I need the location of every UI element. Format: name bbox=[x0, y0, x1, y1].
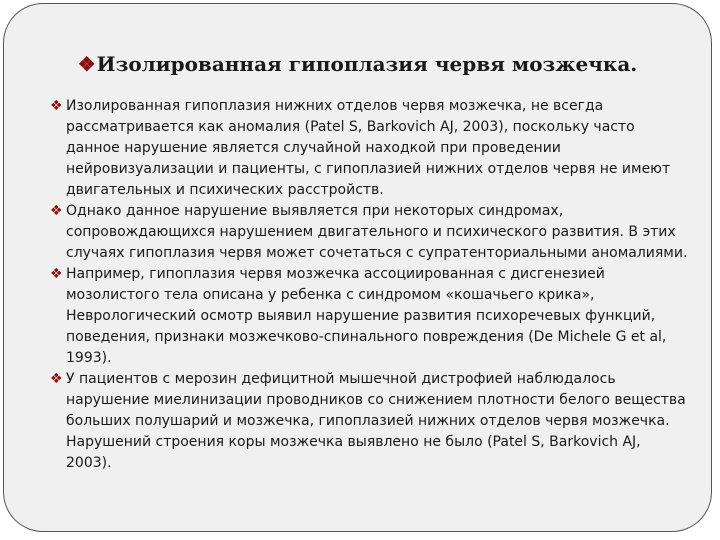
bullet-item bbox=[50, 369, 690, 474]
bullet-text: У пациентов с мерозин дефицитной мышечной дистрофией наблюдалось нарушение миелинизации проводников со снижением плотности белого вещества больших полушарий и мозжечка, гипоплазией нижних отделов червя мозжечка. Нарушений строения коры мозжечка выявлено не было (Patel S, Barkovich AJ, 2003). bbox=[66, 371, 686, 471]
bullet-item bbox=[50, 96, 690, 201]
bullet-icon: ❖ bbox=[50, 371, 63, 387]
bullet-icon: ❖ bbox=[50, 266, 63, 282]
bullet-list bbox=[50, 96, 690, 474]
bullet-icon: ❖ bbox=[50, 203, 63, 219]
bullet-item bbox=[50, 264, 690, 369]
bullet-icon: ❖ bbox=[50, 98, 63, 114]
title-bullet-icon: ❖ bbox=[77, 52, 96, 76]
slide-title bbox=[4, 52, 711, 76]
bullet-item bbox=[50, 201, 690, 264]
title-text: Изолированная гипоплазия червя мозжечка. bbox=[96, 52, 638, 76]
bullet-text: Например, гипоплазия червя мозжечка ассоциированная с дисгенезией мозолистого тела описана у ребенка с синдромом «кошачьего крика», Неврологический осмотр выявил нарушение развития психоречевых функций, поведения, признаки мозжечково-спинального повреждения (De Michele G et al, 1993). bbox=[66, 266, 667, 366]
bullet-text: Однако данное нарушение выявляется при некоторых синдромах, сопровождающихся нарушением двигательного и психического развития. В этих случаях гипоплазия червя может сочетаться с супратенториальными аномалиями. bbox=[66, 203, 688, 261]
bullet-text: Изолированная гипоплазия нижних отделов червя мозжечка, не всегда рассматривается как аномалия (Patel S, Barkovich AJ, 2003), поскольку часто данное нарушение является случайной находкой при проведении нейровизуализации и пациенты, с гипоплазией нижних отделов червя не имеют двигательных и психических расстройств. bbox=[66, 98, 671, 198]
